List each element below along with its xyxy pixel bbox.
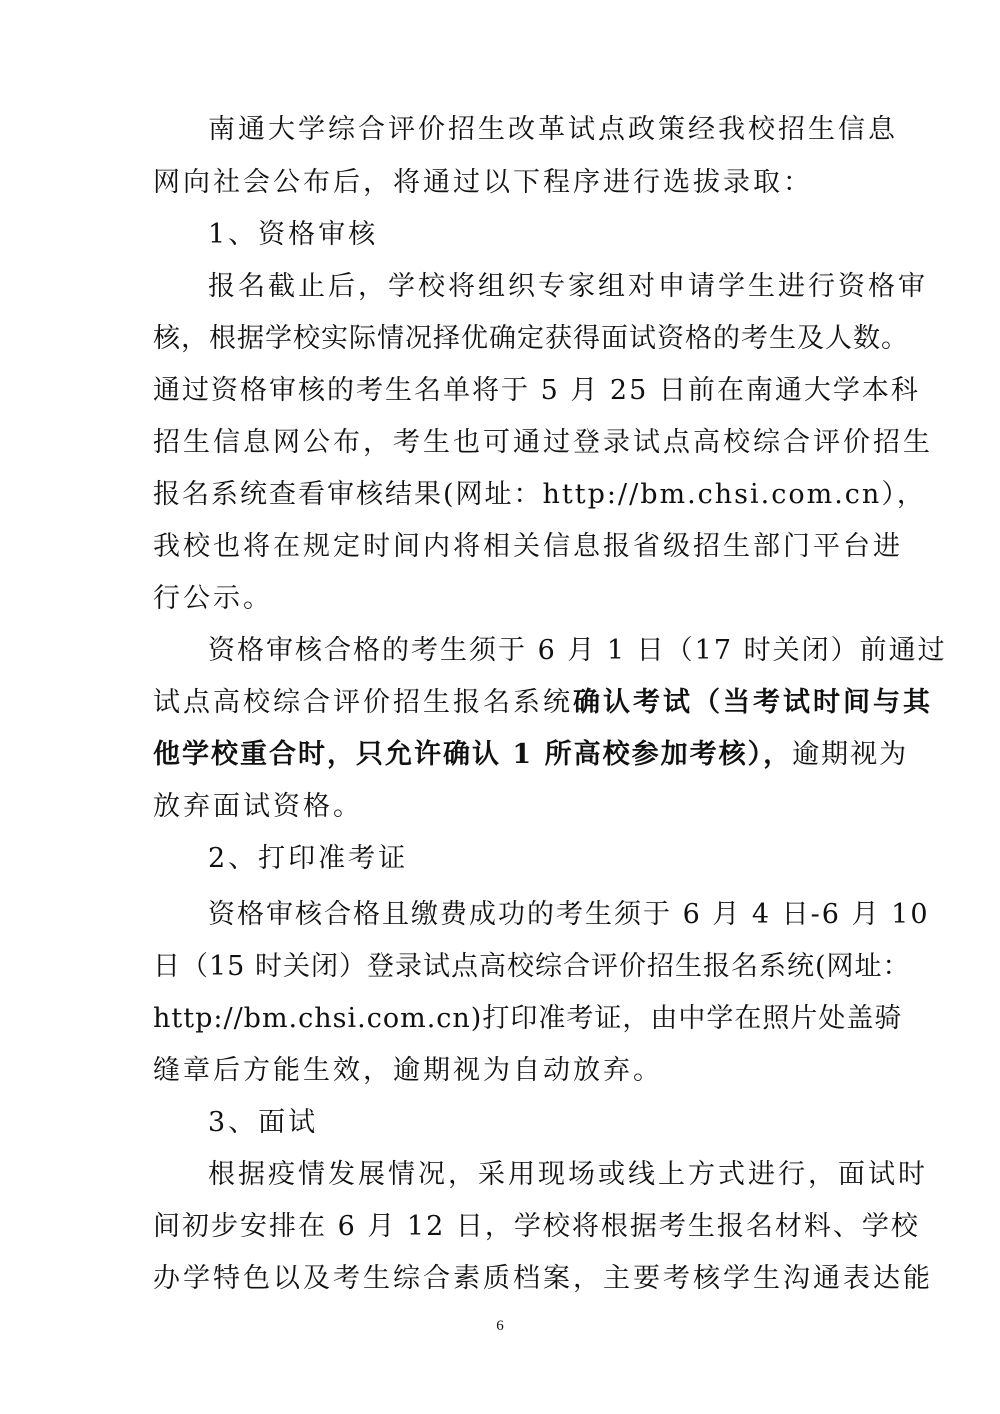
paragraph-line bbox=[153, 738, 909, 772]
paragraph-line bbox=[153, 686, 933, 720]
paragraph-line: 招生信息网公布，考生也可通过登录试点高校综合评价招生 bbox=[153, 427, 933, 458]
paragraph-line: 行公示。 bbox=[153, 583, 273, 614]
paragraph-text: 逾期视为 bbox=[792, 739, 909, 770]
paragraph-text: 试点高校综合评价招生报名系统 bbox=[153, 687, 573, 718]
section-heading: 1、资格审核 bbox=[208, 219, 379, 250]
paragraph-line: 通过资格审核的考生名单将于 5 月 25 日前在南通大学本科 bbox=[153, 375, 920, 406]
paragraph-line: 我校也将在规定时间内将相关信息报省级招生部门平台进 bbox=[153, 531, 903, 562]
paragraph-line: 网向社会公布后，将通过以下程序进行选拔录取： bbox=[153, 167, 813, 198]
emphasized-text: 他学校重合时，只允许确认 1 所高校参加考核）， bbox=[153, 739, 793, 770]
paragraph-line: http://bm.chsi.com.cn)打印准考证，由中学在照片处盖骑 bbox=[153, 1003, 903, 1034]
paragraph-line: 放弃面试资格。 bbox=[153, 791, 363, 822]
paragraph-line: 资格审核合格的考生须于 6 月 1 日（17 时关闭）前通过 bbox=[208, 635, 947, 666]
paragraph-line: 日（15 时关闭）登录试点高校综合评价招生报名系统(网址： bbox=[153, 951, 911, 982]
section-heading: 3、面试 bbox=[208, 1107, 319, 1138]
paragraph-line: 报名系统查看审核结果(网址：http://bm.chsi.com.cn）， bbox=[153, 479, 926, 510]
paragraph-line: 办学特色以及考生综合素质档案，主要考核学生沟通表达能 bbox=[153, 1263, 933, 1294]
paragraph-line: 报名截止后，学校将组织专家组对申请学生进行资格审 bbox=[208, 271, 928, 302]
emphasized-text: 确认考试（当考试时间与其 bbox=[573, 687, 933, 718]
section-heading: 2、打印准考证 bbox=[208, 843, 409, 874]
paragraph-line: 缝章后方能生效，逾期视为自动放弃。 bbox=[153, 1055, 663, 1086]
paragraph-line: 核，根据学校实际情况择优确定获得面试资格的考生及人数。 bbox=[153, 323, 909, 354]
paragraph-line: 间初步安排在 6 月 12 日，学校将根据考生报名材料、学校 bbox=[153, 1211, 920, 1242]
paragraph-line: 资格审核合格且缴费成功的考生须于 6 月 4 日-6 月 10 bbox=[208, 899, 930, 930]
paragraph-line: 南通大学综合评价招生改革试点政策经我校招生信息 bbox=[208, 114, 898, 145]
paragraph-line: 根据疫情发展情况，采用现场或线上方式进行，面试时 bbox=[208, 1159, 928, 1190]
page-number: 6 bbox=[496, 1318, 504, 1334]
